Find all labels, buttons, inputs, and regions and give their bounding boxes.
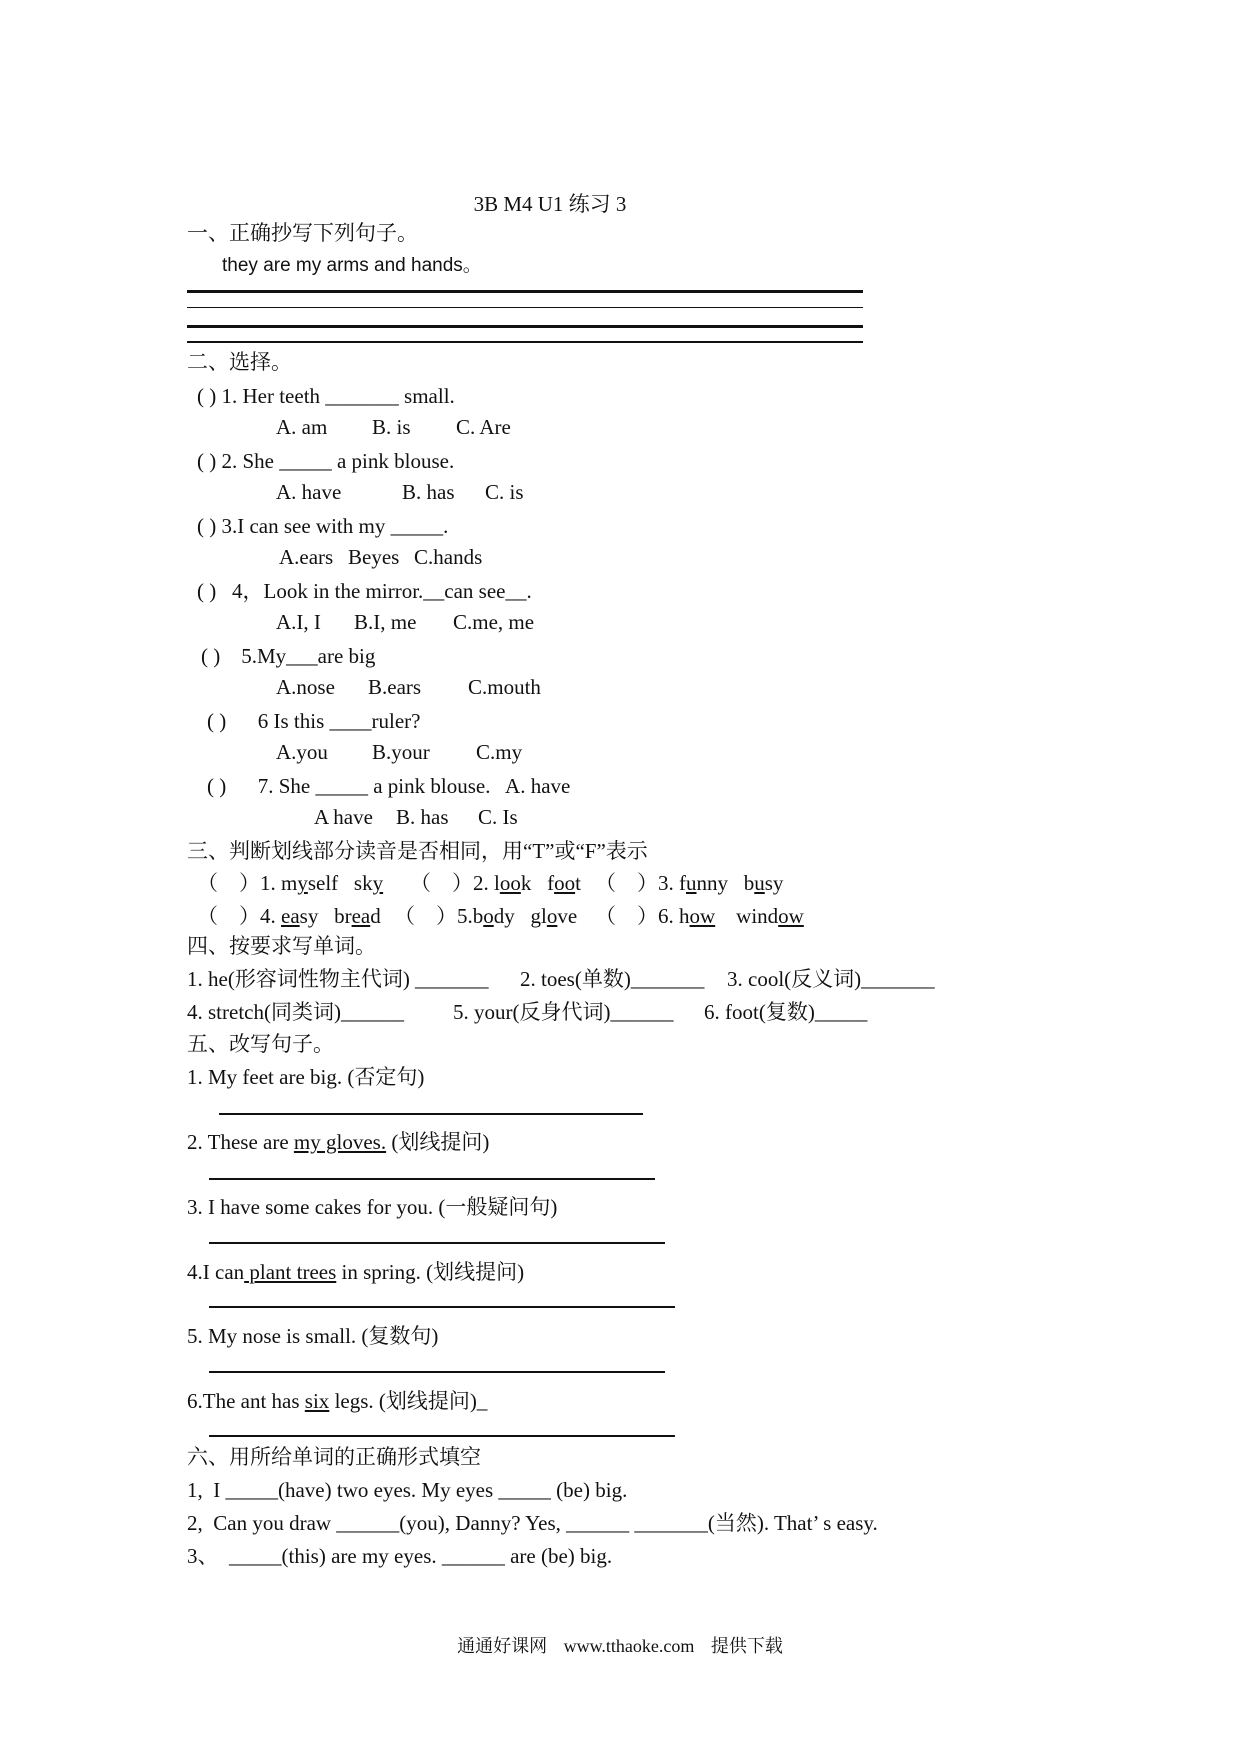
phonics-item-4: （ ）4. easy bread	[197, 904, 381, 928]
choice-q6-opt-b: B.your	[372, 740, 430, 764]
choice-q5-opt-c: C.mouth	[468, 675, 541, 699]
phonics-item-6: （ ）6. how window	[595, 904, 804, 928]
copy-sentence: they are my arms and hands。	[222, 255, 482, 276]
choice-q5-opt-a: A.nose	[276, 675, 335, 699]
copy-line-2	[187, 307, 863, 308]
choice-q7: ( ) 7. She _____ a pink blouse. A. have	[207, 774, 571, 798]
section4-heading: 四、按要求写单词。	[187, 934, 376, 958]
rewrite-answer-line-3	[209, 1242, 665, 1244]
choice-q7-opt-a: A have	[314, 805, 373, 829]
choice-q4-opt-c: C.me, me	[453, 610, 535, 634]
rewrite-q5: 5. My nose is small. (复数句)	[187, 1324, 439, 1348]
section5-heading: 五、改写句子。	[187, 1032, 334, 1056]
choice-q2-opt-a: A. have	[276, 480, 342, 504]
choice-q5: ( ) 5.My___are big	[201, 644, 376, 668]
rewrite-q4: 4.I can plant trees in spring. (划线提问)	[187, 1260, 525, 1284]
fill-q1: 1, I _____(have) two eyes. My eyes _____ (be) big.	[187, 1478, 628, 1502]
rewrite-answer-line-2	[209, 1178, 655, 1180]
choice-q3-opt-b: Beyes	[348, 545, 400, 569]
choice-q3: ( ) 3.I can see with my _____.	[197, 514, 449, 538]
copy-line-3	[187, 325, 863, 328]
choice-q3-opt-a: A.ears	[279, 545, 334, 569]
copy-line-1	[187, 290, 863, 293]
phonics-item-3: （ ）3. funny busy	[595, 871, 784, 895]
rewrite-answer-line-5	[209, 1371, 665, 1373]
page-footer	[0, 1632, 1240, 1658]
fill-q3: 3、 _____(this) are my eyes. ______ are (be) big.	[187, 1544, 613, 1568]
choice-q1-opt-b: B. is	[372, 415, 411, 439]
choice-q4: ( ) 4，Look in the mirror.__can see__.	[197, 579, 532, 603]
footer-suffix: 提供下载	[710, 1636, 783, 1656]
rewrite-answer-line-4	[209, 1306, 675, 1308]
word-item-5: 5. your(反身代词)______	[453, 1000, 674, 1024]
word-item-3: 3. cool(反义词)_______	[727, 967, 935, 991]
choice-q1: ( ) 1. Her teeth _______ small.	[197, 384, 455, 408]
page-title: 3B M4 U1 练习 3	[473, 192, 627, 216]
choice-q6: ( ) 6 Is this ____ruler?	[207, 709, 421, 733]
rewrite-q6: 6.The ant has six legs. (划线提问)_	[187, 1389, 488, 1413]
rewrite-q2: 2. These are my gloves. (划线提问)	[187, 1130, 490, 1154]
choice-q1-opt-c: C. Are	[456, 415, 511, 439]
word-item-6: 6. foot(复数)_____	[704, 1000, 868, 1024]
choice-q4-opt-b: B.I, me	[354, 610, 417, 634]
word-item-1: 1. he(形容词性物主代词) _______	[187, 967, 489, 991]
section3-heading: 三、判断划线部分读音是否相同，用“T”或“F”表示	[187, 839, 648, 863]
choice-q1-opt-a: A. am	[276, 415, 328, 439]
choice-q4-opt-a: A.I, I	[276, 610, 321, 634]
rewrite-q1: 1. My feet are big. (否定句)	[187, 1065, 425, 1089]
rewrite-answer-line-6	[209, 1435, 675, 1437]
rewrite-q3: 3. I have some cakes for you. (一般疑问句)	[187, 1195, 558, 1219]
phonics-item-5: （ ）5.body glove	[394, 904, 578, 928]
section1-heading: 一、正确抄写下列句子。	[187, 221, 418, 245]
rewrite-answer-line-1	[219, 1113, 643, 1115]
choice-q6-opt-a: A.you	[276, 740, 328, 764]
word-item-2: 2. toes(单数)_______	[520, 967, 705, 991]
word-item-4: 4. stretch(同类词)______	[187, 1000, 404, 1024]
copy-line-4	[187, 341, 863, 343]
choice-q7-opt-b: B. has	[396, 805, 449, 829]
choice-q2: ( ) 2. She _____ a pink blouse.	[197, 449, 455, 473]
phonics-item-2: （ ）2. look foot	[410, 871, 581, 895]
choice-q2-opt-b: B. has	[402, 480, 455, 504]
choice-q7-opt-c: C. Is	[478, 805, 518, 829]
choice-q2-opt-c: C. is	[485, 480, 524, 504]
fill-q2: 2, Can you draw ______(you), Danny? Yes, ______ _______(当然). That’ s easy.	[187, 1511, 878, 1535]
choice-q5-opt-b: B.ears	[368, 675, 422, 699]
section2-heading: 二、选择。	[187, 350, 292, 374]
section6-heading: 六、用所给单词的正确形式填空	[187, 1445, 481, 1469]
choice-q6-opt-c: C.my	[476, 740, 523, 764]
phonics-item-1: （ ）1. myself sky	[197, 871, 384, 895]
choice-q3-opt-c: C.hands	[414, 545, 483, 569]
footer-url: www.tthaoke.com	[563, 1636, 695, 1656]
footer-site-name: 通通好课网	[457, 1636, 548, 1656]
